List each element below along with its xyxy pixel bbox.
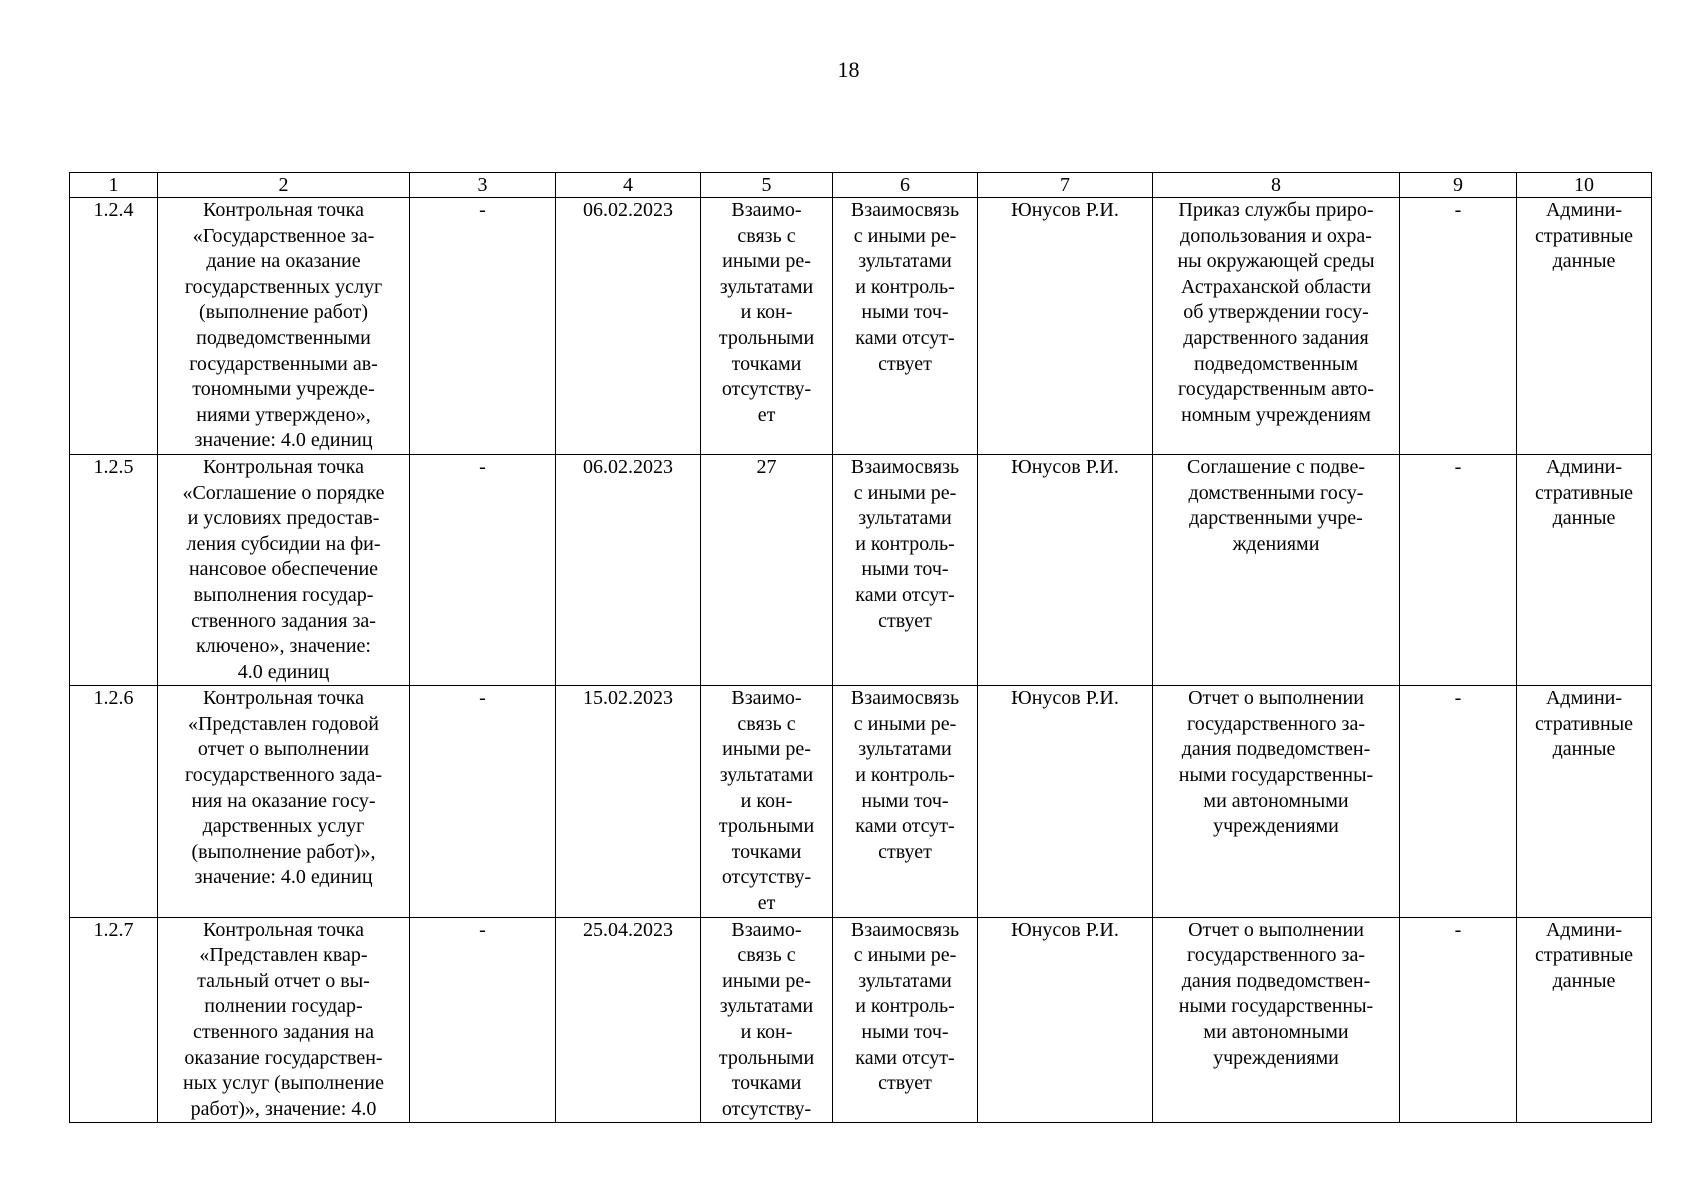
cell-line: точками bbox=[731, 352, 802, 375]
cell-line: ными точ- bbox=[861, 1021, 949, 1043]
cell-line: ния на оказание госу- bbox=[191, 789, 376, 812]
cell-line: отсутству- bbox=[721, 866, 812, 889]
cell-line: точками bbox=[731, 840, 802, 863]
cell-line: государственным авто- bbox=[1178, 378, 1374, 401]
cell-line: ждениями bbox=[1232, 532, 1320, 555]
cell-line: ствует bbox=[878, 840, 932, 863]
cell-line: и контроль- bbox=[855, 764, 955, 787]
cell-line: ет bbox=[757, 892, 776, 915]
cell-line: стративные bbox=[1534, 224, 1634, 247]
cell-line: ками отсут- bbox=[855, 815, 955, 838]
cell-line: ны окружающей среды bbox=[1177, 250, 1375, 273]
cell-line: 27 bbox=[756, 455, 777, 478]
cell-line: стративные bbox=[1534, 481, 1634, 504]
cell-line: Контрольная точка bbox=[203, 918, 364, 941]
cell-line: «Соглашение о порядке bbox=[182, 481, 385, 504]
table-row bbox=[70, 454, 1652, 685]
control-point-name bbox=[158, 198, 410, 455]
cell-line: Взаимо- bbox=[731, 199, 802, 221]
cell-line: дарственного задания bbox=[1183, 326, 1369, 349]
due-date: 15.02.2023 bbox=[556, 686, 701, 917]
document-type bbox=[1153, 454, 1400, 685]
table-body bbox=[70, 173, 1652, 1123]
due-date: 06.02.2023 bbox=[556, 198, 701, 455]
cell-line: Астраханской области bbox=[1180, 275, 1372, 298]
cell-line: трольными bbox=[718, 1046, 815, 1069]
cell-line: ками отсут- bbox=[855, 326, 955, 349]
cell-line: тальный отчет о вы- bbox=[197, 969, 370, 992]
cell-line: стративные bbox=[1534, 712, 1634, 735]
control-points-table bbox=[69, 172, 1652, 1123]
cell-line: учреждениями bbox=[1213, 815, 1339, 838]
cell-line: данные bbox=[1552, 507, 1616, 530]
cell-line: ными государственны- bbox=[1178, 764, 1374, 787]
cell-line: ствует bbox=[878, 609, 932, 632]
document-type bbox=[1153, 686, 1400, 917]
cell-line: Контрольная точка bbox=[203, 687, 364, 710]
control-point-name bbox=[158, 454, 410, 685]
control-point-name bbox=[158, 686, 410, 917]
cell-line: зультатами bbox=[719, 995, 814, 1018]
cell-line: Взаимосвязь bbox=[850, 918, 960, 941]
cell-line: ления субсидии на фи- bbox=[186, 532, 381, 555]
cell-line: ными точ- bbox=[861, 301, 949, 324]
cell-line: с иными ре- bbox=[853, 712, 957, 735]
column-header: 5 bbox=[701, 173, 833, 198]
column-header: 1 bbox=[70, 173, 158, 198]
cell-line: связь с bbox=[737, 944, 796, 967]
cell-line: подведомственным bbox=[1193, 352, 1358, 375]
cell-line: Админи- bbox=[1545, 687, 1623, 710]
cell-line: и условиях предостав- bbox=[187, 507, 380, 530]
column-3-value: - bbox=[410, 917, 556, 1123]
document-type bbox=[1153, 917, 1400, 1123]
due-date: 25.04.2023 bbox=[556, 917, 701, 1123]
column-5-value bbox=[701, 917, 833, 1123]
cell-line: Админи- bbox=[1545, 199, 1623, 221]
cell-line: полнении государ- bbox=[204, 995, 363, 1018]
due-date: 06.02.2023 bbox=[556, 454, 701, 685]
cell-line: дарственных услуг bbox=[202, 815, 365, 838]
cell-line: дания подведомствен- bbox=[1181, 969, 1371, 992]
cell-line: Взаимо- bbox=[731, 918, 802, 941]
responsible-person: Юнусов Р.И. bbox=[978, 454, 1153, 685]
column-header: 8 bbox=[1153, 173, 1400, 198]
relations-cell bbox=[833, 917, 978, 1123]
cell-line: зультатами bbox=[719, 275, 814, 298]
cell-line: (выполнение работ)», bbox=[191, 840, 376, 863]
table-row bbox=[70, 917, 1652, 1123]
cell-line: государственного за- bbox=[1187, 944, 1365, 967]
cell-line: Взаимо- bbox=[731, 687, 802, 710]
cell-line: об утверждении госу- bbox=[1183, 301, 1369, 324]
cell-line: дание на оказание bbox=[206, 250, 361, 273]
cell-line: домственными госу- bbox=[1188, 481, 1364, 504]
row-number: 1.2.7 bbox=[70, 917, 158, 1123]
cell-line: Взаимосвязь bbox=[850, 199, 960, 221]
page-number: 18 bbox=[837, 57, 860, 82]
cell-line: работ)», значение: 4.0 bbox=[190, 1097, 377, 1120]
cell-line: стративные bbox=[1534, 944, 1634, 967]
cell-line: (выполнение работ) bbox=[198, 301, 368, 324]
table-row bbox=[70, 198, 1652, 455]
cell-line: допользования и охра- bbox=[1180, 224, 1372, 247]
cell-line: ствует bbox=[878, 1072, 932, 1095]
cell-line: с иными ре- bbox=[853, 224, 957, 247]
cell-line: ными точ- bbox=[861, 558, 949, 581]
cell-line: ственного задания за- bbox=[191, 609, 376, 632]
column-header: 3 bbox=[410, 173, 556, 198]
cell-line: государственных услуг bbox=[184, 275, 383, 298]
cell-line: 4.0 единиц bbox=[237, 660, 330, 683]
row-number: 1.2.5 bbox=[70, 454, 158, 685]
cell-line: зультатами bbox=[858, 969, 952, 992]
cell-line: с иными ре- bbox=[853, 944, 957, 967]
data-source bbox=[1517, 454, 1652, 685]
cell-line: ми автономными bbox=[1203, 1021, 1349, 1043]
cell-line: точками bbox=[731, 1072, 802, 1095]
cell-line: зультатами bbox=[719, 764, 814, 787]
column-5-value bbox=[701, 198, 833, 455]
cell-line: ет bbox=[757, 403, 776, 426]
cell-line: «Представлен квар- bbox=[199, 944, 368, 967]
cell-line: и контроль- bbox=[855, 995, 955, 1018]
data-source bbox=[1517, 917, 1652, 1123]
cell-line: ными государственны- bbox=[1178, 995, 1374, 1018]
cell-line: с иными ре- bbox=[853, 481, 957, 504]
column-header: 4 bbox=[556, 173, 701, 198]
cell-line: нансовое обеспечение bbox=[188, 558, 379, 581]
cell-line: номным учреждениям bbox=[1181, 403, 1371, 426]
cell-line: иными ре- bbox=[722, 738, 811, 761]
row-number: 1.2.4 bbox=[70, 198, 158, 455]
responsible-person: Юнусов Р.И. bbox=[978, 198, 1153, 455]
cell-line: дания подведомствен- bbox=[1181, 738, 1371, 761]
relations-cell bbox=[833, 198, 978, 455]
cell-line: ками отсут- bbox=[855, 1046, 955, 1069]
column-header: 10 bbox=[1517, 173, 1652, 198]
column-3-value: - bbox=[410, 686, 556, 917]
responsible-person: Юнусов Р.И. bbox=[978, 686, 1153, 917]
table-row bbox=[70, 686, 1652, 917]
cell-line: Соглашение с подве- bbox=[1187, 455, 1365, 478]
cell-line: трольными bbox=[718, 815, 815, 838]
cell-line: и кон- bbox=[740, 789, 793, 812]
cell-line: государственного за- bbox=[1187, 712, 1365, 735]
relations-cell bbox=[833, 454, 978, 685]
cell-line: связь с bbox=[737, 224, 796, 247]
cell-line: выполнения государ- bbox=[193, 583, 374, 606]
cell-line: подведомственными bbox=[196, 326, 371, 349]
cell-line: отчет о выполнении bbox=[197, 738, 370, 761]
data-source bbox=[1517, 198, 1652, 455]
column-header: 6 bbox=[833, 173, 978, 198]
cell-line: ками отсут- bbox=[855, 583, 955, 606]
cell-line: отсутству- bbox=[721, 1097, 812, 1120]
column-9-value: - bbox=[1400, 454, 1517, 685]
header-row bbox=[70, 173, 1652, 198]
cell-line: значение: 4.0 единиц bbox=[194, 866, 373, 889]
cell-line: тономными учрежде- bbox=[192, 378, 375, 401]
cell-line: государственными ав- bbox=[189, 352, 378, 375]
cell-line: иными ре- bbox=[722, 969, 811, 992]
cell-line: иными ре- bbox=[722, 250, 811, 273]
column-9-value: - bbox=[1400, 917, 1517, 1123]
column-5-value bbox=[701, 454, 833, 685]
cell-line: данные bbox=[1552, 969, 1616, 992]
cell-line: и контроль- bbox=[855, 532, 955, 555]
cell-line: Приказ службы приро- bbox=[1178, 199, 1374, 221]
cell-line: трольными bbox=[718, 326, 815, 349]
column-header: 2 bbox=[158, 173, 410, 198]
column-3-value: - bbox=[410, 198, 556, 455]
cell-line: и контроль- bbox=[855, 275, 955, 298]
cell-line: ми автономными bbox=[1203, 789, 1349, 812]
cell-line: «Государственное за- bbox=[192, 224, 375, 247]
cell-line: Контрольная точка bbox=[203, 199, 364, 221]
cell-line: Админи- bbox=[1545, 918, 1623, 941]
cell-line: ствует bbox=[878, 352, 932, 375]
cell-line: ными точ- bbox=[861, 789, 949, 812]
column-header: 7 bbox=[978, 173, 1153, 198]
cell-line: значение: 4.0 единиц bbox=[194, 429, 373, 452]
data-source bbox=[1517, 686, 1652, 917]
column-9-value: - bbox=[1400, 198, 1517, 455]
cell-line: Отчет о выполнении bbox=[1188, 918, 1364, 941]
cell-line: Контрольная точка bbox=[203, 455, 364, 478]
column-5-value bbox=[701, 686, 833, 917]
cell-line: ных услуг (выполнение bbox=[182, 1072, 385, 1095]
cell-line: Админи- bbox=[1545, 455, 1623, 478]
cell-line: учреждениями bbox=[1213, 1046, 1339, 1069]
cell-line: Взаимосвязь bbox=[850, 455, 960, 478]
cell-line: государственного зада- bbox=[184, 764, 383, 787]
cell-line: зультатами bbox=[858, 738, 952, 761]
cell-line: отсутству- bbox=[721, 378, 812, 401]
cell-line: Взаимосвязь bbox=[850, 687, 960, 710]
cell-line: ственного задания на bbox=[193, 1021, 374, 1043]
cell-line: и кон- bbox=[740, 1021, 793, 1043]
control-point-name bbox=[158, 917, 410, 1123]
document-type bbox=[1153, 198, 1400, 455]
cell-line: ключено», значение: bbox=[196, 635, 371, 658]
column-header: 9 bbox=[1400, 173, 1517, 198]
cell-line: оказание государствен- bbox=[184, 1046, 383, 1069]
cell-line: и кон- bbox=[740, 301, 793, 324]
relations-cell bbox=[833, 686, 978, 917]
cell-line: данные bbox=[1552, 738, 1616, 761]
cell-line: «Представлен годовой bbox=[187, 712, 380, 735]
row-number: 1.2.6 bbox=[70, 686, 158, 917]
column-9-value: - bbox=[1400, 686, 1517, 917]
cell-line: Отчет о выполнении bbox=[1188, 687, 1364, 710]
column-3-value: - bbox=[410, 454, 556, 685]
cell-line: зультатами bbox=[858, 507, 952, 530]
cell-line: связь с bbox=[737, 712, 796, 735]
cell-line: зультатами bbox=[858, 250, 952, 273]
responsible-person: Юнусов Р.И. bbox=[978, 917, 1153, 1123]
cell-line: дарственными учре- bbox=[1189, 507, 1363, 530]
cell-line: данные bbox=[1552, 250, 1616, 273]
cell-line: ниями утверждено», bbox=[196, 403, 371, 426]
